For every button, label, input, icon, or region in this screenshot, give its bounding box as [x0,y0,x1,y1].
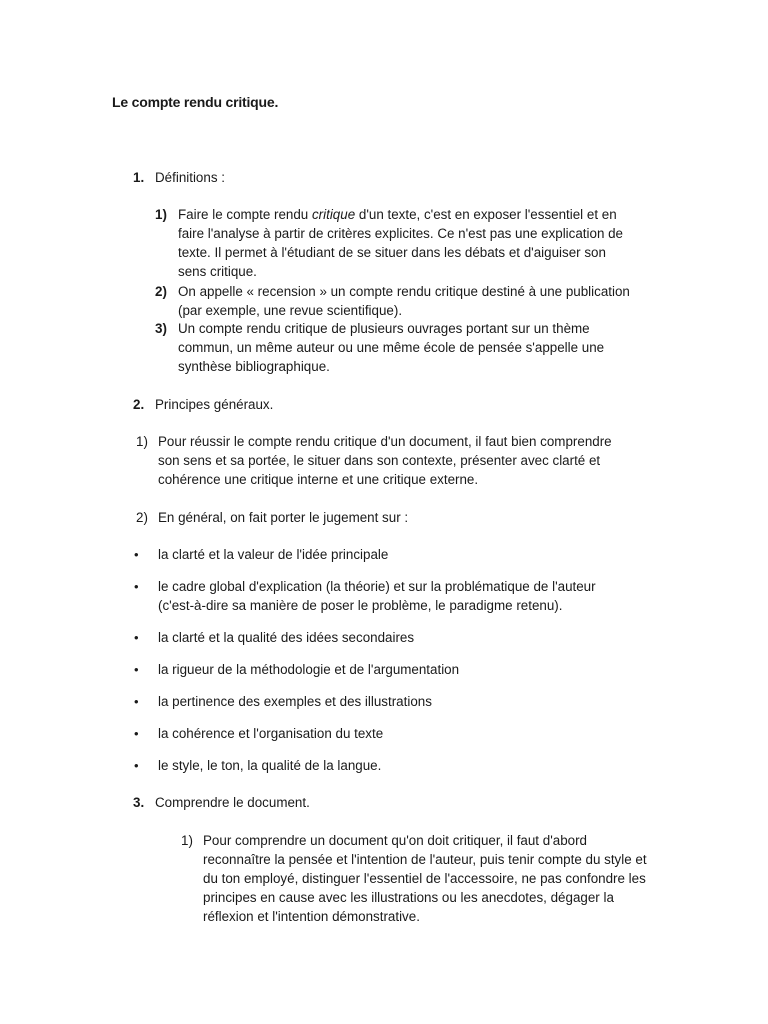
bullet-item-5 [134,692,624,711]
item-number: 2) [136,510,148,525]
understand-item-1 [181,831,657,926]
item-text [178,205,635,281]
bullet-dot: • [134,726,139,741]
principle-item-1 [136,432,636,489]
bullet-text: le cadre global d'explication (la théorie) et sur la problématique de l'auteur (c'est-à-dire sa manière de poser le problème, le paradigme retenu). [158,579,596,613]
item-text: Un compte rendu critique de plusieurs ouvrages portant sur un thème commun, un même auteur ou une même école de pensée s'appelle une synthèse bibliographique. [178,321,605,374]
item-text: En général, on fait porter le jugement sur : [158,510,409,525]
section-heading-text: Définitions : [155,170,225,185]
bullet-dot: • [134,579,139,594]
bullet-text: la clarté et la qualité des idées secondaires [158,630,415,645]
bullet-item-1 [134,545,624,564]
bullet-text: la clarté et la valeur de l'idée principale [158,547,389,562]
section-number: 2. [133,397,145,412]
section-3-heading [133,793,310,812]
bullet-dot: • [134,547,139,562]
bullet-dot: • [134,662,139,677]
bullet-dot: • [134,630,139,645]
section-heading-text: Principes généraux. [155,397,274,412]
item-number: 2) [155,284,167,299]
bullet-item-6 [134,724,624,743]
item-text-italic: critique [311,207,356,222]
item-text-part: d'un texte, c'est en exposer l'essentiel et en faire l'analyse à partir de critères explicites. Ce n'est pas une explication de texte. Il permet à l'étudiant de se situer dans les débats et d'aiguiser son sens critique. [178,207,624,279]
bullet-text: la rigueur de la méthodologie et de l'argumentation [158,662,460,677]
item-number: 3) [155,321,167,336]
item-number: 1) [181,833,193,848]
section-number: 1. [133,170,145,185]
item-text-part: Faire le compte rendu [178,207,312,222]
bullet-item-2 [134,577,624,615]
bullet-item-7 [134,756,624,775]
section-1-heading [133,168,225,187]
section-heading-text: Comprendre le document. [155,795,310,810]
item-number: 1) [155,207,167,222]
bullet-item-4 [134,660,624,679]
section-2-heading [133,395,273,414]
definition-item-1 [155,205,635,281]
item-number: 1) [136,434,148,449]
principle-item-2 [136,508,636,527]
item-text: Pour comprendre un document qu'on doit critiquer, il faut d'abord reconnaître la pensée et l'intention de l'auteur, puis tenir compte du style et du ton employé, distinguer l'essentiel de l'accessoire, ne pas confondre les principes en cause avec les illustrations ou les anecdotes, dégager la réflexion et l'intention démonstrative. [203,833,647,924]
definition-item-2 [155,282,655,320]
bullet-text: le style, le ton, la qualité de la langue. [158,758,382,773]
bullet-text: la cohérence et l'organisation du texte [158,726,384,741]
bullet-dot: • [134,758,139,773]
item-text: Pour réussir le compte rendu critique d'un document, il faut bien comprendre son sens et sa portée, le situer dans son contexte, présenter avec clarté et cohérence une critique interne et une critique externe. [158,434,612,487]
document-title: Le compte rendu critique. [112,94,279,110]
definition-item-3 [155,319,635,376]
item-text: On appelle « recension » un compte rendu critique destiné à une publication (par exemple, une revue scientifique). [178,284,630,318]
bullet-dot: • [134,694,139,709]
bullet-text: la pertinence des exemples et des illustrations [158,694,432,709]
section-number: 3. [133,795,145,810]
bullet-item-3 [134,628,624,647]
